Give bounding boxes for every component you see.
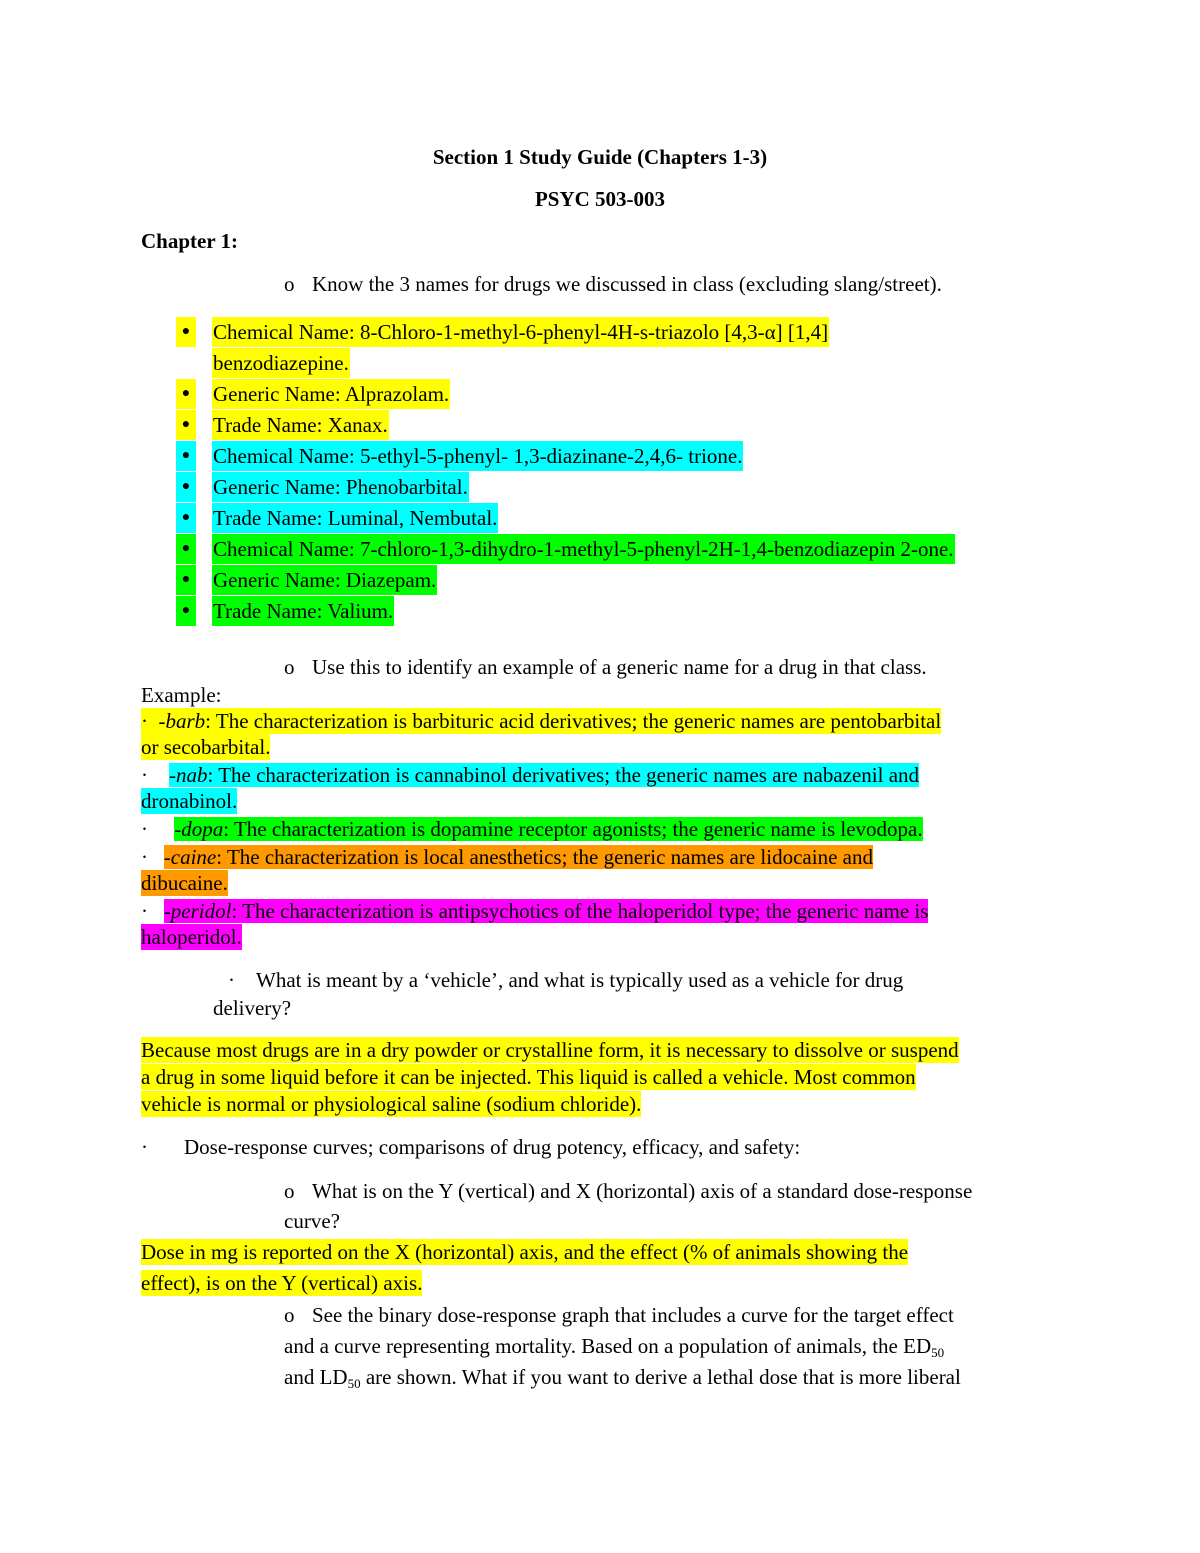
- suffix-term: -dopa: [174, 817, 224, 841]
- example-desc: : The characterization is cannabinol derivatives; the generic names are nabazenil and: [207, 763, 920, 787]
- suffix-term: -nab: [169, 763, 208, 787]
- drug-name-text: Chemical Name: 8-Chloro-1-methyl-6-phenyl-4H-s-triazolo [4,3-α] [1,4]: [212, 317, 829, 347]
- binary-graph-text: [284, 1333, 944, 1359]
- bullet-icon: ●: [176, 410, 196, 440]
- binary-graph-text: [284, 1364, 961, 1390]
- drug-name-text: Trade Name: Valium.: [212, 596, 394, 626]
- binary-graph-text-part: are shown. What if you want to derive a lethal dose that is more liberal: [360, 1365, 961, 1389]
- dot-marker: ·: [141, 763, 148, 787]
- example-desc: : The characterization is barbituric acid derivatives; the generic names are pentobarbital: [205, 709, 942, 733]
- example-desc: : The characterization is antipsychotics of the haloperidol type; the generic name is: [231, 899, 929, 923]
- use-this-text: Use this to identify an example of a generic name for a drug in that class.: [312, 655, 927, 679]
- dot-marker: ·: [141, 709, 148, 733]
- document-title: Section 1 Study Guide (Chapters 1-3): [432, 145, 768, 169]
- suffix-term: -barb: [158, 709, 206, 733]
- bullet-icon: ●: [176, 596, 196, 626]
- example-line: [141, 708, 941, 734]
- axis-question: What is on the Y (vertical) and X (horizontal) axis of a standard dose-response: [312, 1179, 973, 1203]
- drug-name-text: Chemical Name: 5-ethyl-5-phenyl- 1,3-diazinane-2,4,6- trione.: [212, 441, 743, 471]
- drug-name-text: benzodiazepine.: [212, 348, 350, 378]
- axis-question-cont: curve?: [284, 1209, 340, 1233]
- example-line: [141, 762, 919, 788]
- suffix-term: -caine: [163, 845, 217, 869]
- list-marker-o: o: [284, 1303, 295, 1327]
- dot-marker: ·: [141, 817, 148, 841]
- example-line: [141, 844, 873, 870]
- list-marker-o: o: [284, 272, 295, 296]
- vehicle-answer: Because most drugs are in a dry powder or crystalline form, it is necessary to dissolve or suspend: [141, 1038, 959, 1062]
- drug-name-text: Trade Name: Xanax.: [212, 410, 389, 440]
- bullet-icon: ●: [176, 565, 196, 595]
- vehicle-answer: a drug in some liquid before it can be injected. This liquid is called a vehicle. Most common: [141, 1065, 916, 1089]
- axis-answer: effect), is on the Y (vertical) axis.: [141, 1271, 423, 1295]
- bullet-icon: ●: [176, 472, 196, 502]
- binary-graph-text: See the binary dose-response graph that includes a curve for the target effect: [312, 1303, 954, 1327]
- drug-name-text: Generic Name: Alprazolam.: [212, 379, 450, 409]
- example-desc: : The characterization is dopamine receptor agonists; the generic name is levodopa.: [223, 817, 923, 841]
- suffix-term: -peridol: [163, 899, 232, 923]
- bullet-icon: ●: [176, 534, 196, 564]
- example-line: [141, 898, 928, 924]
- course-code: PSYC 503-003: [534, 187, 666, 211]
- dot-marker: ·: [141, 1135, 148, 1159]
- binary-graph-text-part: and LD: [284, 1365, 348, 1389]
- example-label: Example:: [141, 683, 222, 707]
- drug-name-text: Generic Name: Phenobarbital.: [212, 472, 469, 502]
- vehicle-question-cont: delivery?: [213, 996, 292, 1020]
- example-line-cont: dronabinol.: [141, 789, 238, 813]
- dot-marker: ·: [141, 845, 148, 869]
- example-line: [141, 816, 923, 842]
- example-line-cont: haloperidol.: [141, 925, 242, 949]
- dot-marker: ·: [228, 968, 235, 992]
- example-line-cont: dibucaine.: [141, 871, 228, 895]
- bullet-icon: ●: [176, 503, 196, 533]
- dose-response-heading: Dose-response curves; comparisons of drug potency, efficacy, and safety:: [184, 1135, 801, 1159]
- list-marker-o: o: [284, 655, 295, 679]
- bullet-icon: ●: [176, 441, 196, 471]
- example-line-cont: or secobarbital.: [141, 735, 271, 759]
- bullet-icon: ●: [176, 317, 196, 347]
- drug-name-text: Chemical Name: 7-chloro-1,3-dihydro-1-methyl-5-phenyl-2H-1,4-benzodiazepin 2-one.: [212, 534, 955, 564]
- binary-graph-text-part: and a curve representing mortality. Based on a population of animals, the ED: [284, 1334, 932, 1358]
- vehicle-answer: vehicle is normal or physiological saline (sodium chloride).: [141, 1092, 642, 1116]
- vehicle-question: What is meant by a ‘vehicle’, and what is typically used as a vehicle for drug: [256, 968, 904, 992]
- dot-marker: ·: [141, 899, 148, 923]
- list-marker-o: o: [284, 1179, 295, 1203]
- ld50-subscript: 50: [347, 1376, 361, 1391]
- axis-answer: Dose in mg is reported on the X (horizontal) axis, and the effect (% of animals showing the: [141, 1240, 909, 1264]
- know-names-text: Know the 3 names for drugs we discussed in class (excluding slang/street).: [312, 272, 942, 296]
- ed50-subscript: 50: [931, 1345, 945, 1360]
- bullet-icon: ●: [176, 379, 196, 409]
- chapter-heading: Chapter 1:: [141, 229, 239, 253]
- drug-name-text: Trade Name: Luminal, Nembutal.: [212, 503, 498, 533]
- drug-name-text: Generic Name: Diazepam.: [212, 565, 437, 595]
- example-desc: : The characterization is local anesthetics; the generic names are lidocaine and: [216, 845, 873, 869]
